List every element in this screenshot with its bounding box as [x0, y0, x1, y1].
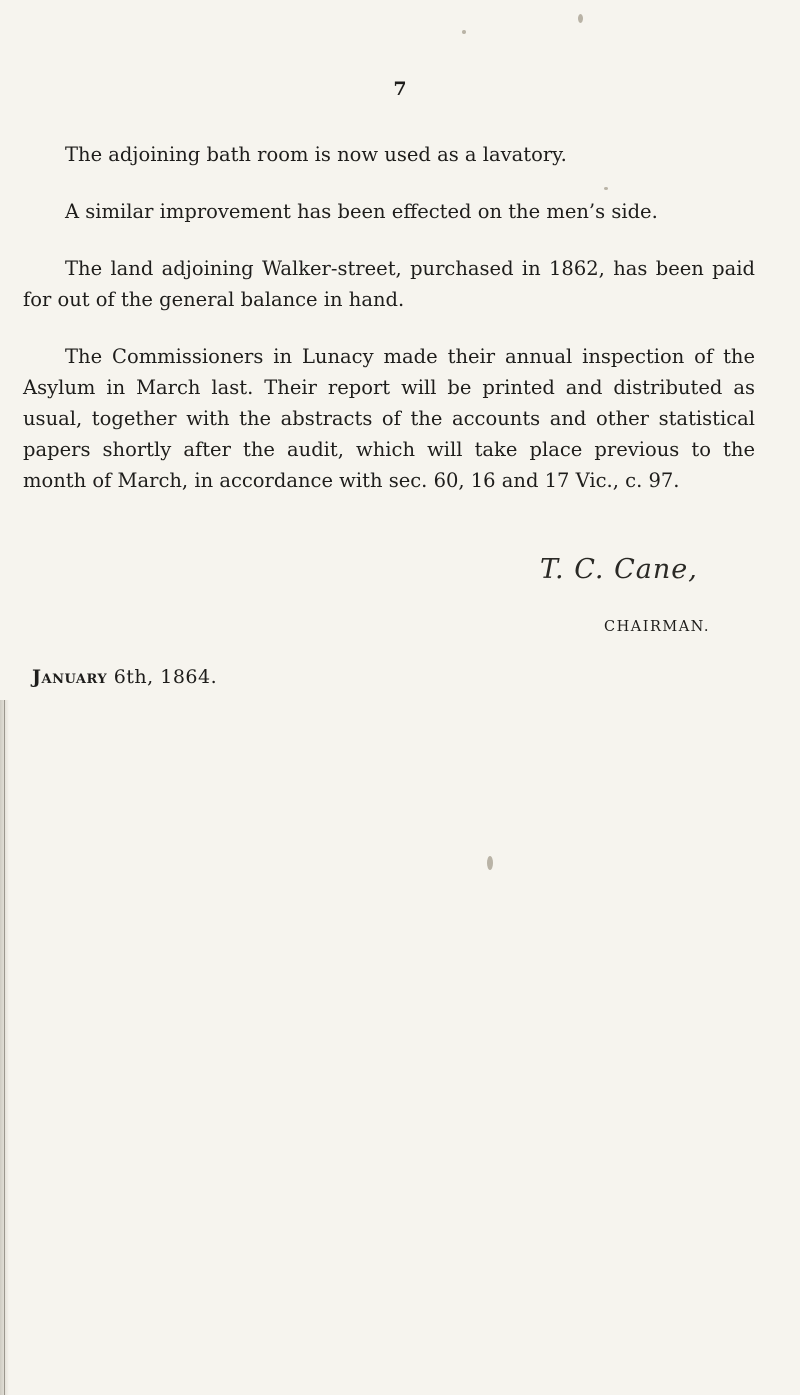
paper-speck: [462, 30, 466, 34]
handwritten-signature: T. C. Cane,: [540, 554, 698, 585]
paper-speck: [487, 856, 493, 870]
signature-title: CHAIRMAN.: [604, 619, 711, 635]
paragraph-land-walker-street: The land adjoining Walker-street, purchased in 1862, has been paid for out of the general balance in hand.: [23, 257, 755, 311]
paper-speck: [578, 14, 583, 23]
paper-speck: [604, 187, 608, 190]
document-date: [32, 666, 217, 688]
date-month: January: [32, 666, 108, 688]
date-day-year: 6th, 1864.: [107, 666, 218, 688]
paragraph-bath-room: The adjoining bath room is now used as a lavatory.: [65, 143, 567, 166]
paragraph-similar-improvement: A similar improvement has been effected on the men’s side.: [65, 200, 658, 223]
paragraph-commissioners: The Commissioners in Lunacy made their annual inspection of the Asylum in March last. Their report will be printed and distributed as usual, together with the abstracts of the accounts and other statistical papers shortly after the audit, which will take place previous to the month of March, in accordance with sec. 60, 16 and 17 Vic., c. 97.: [23, 345, 755, 492]
page-edge-line: [4, 700, 5, 1395]
page-number: 7: [393, 78, 407, 100]
